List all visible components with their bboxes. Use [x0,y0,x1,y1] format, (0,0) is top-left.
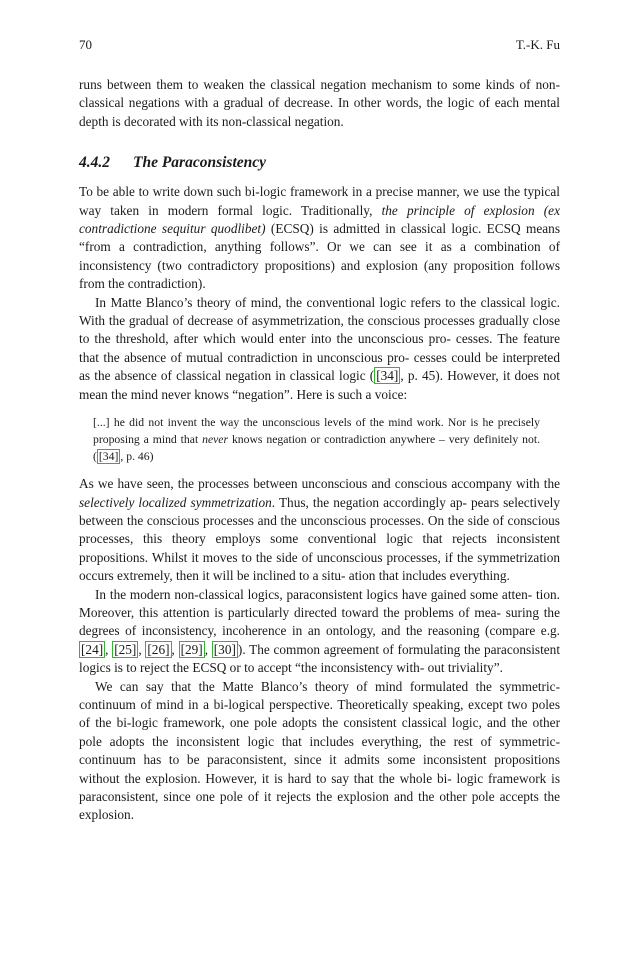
text-run: (ECSQ) is admitted in classical logic. ECSQ means “from a contradiction, anything follows”. Or we can see it as a combination of inconsistency (two contradictory propositions) and explosion (any proposition follows from the contradiction). [79,221,560,292]
text-run: As we have seen, the processes between unconscious and conscious accompany with the [79,476,560,492]
text-run: . Thus, the negation accordingly ap- pears selectively between the conscious processes and the unconscious processes. On the side of conscious processes, this theory employs some conventional logic that rejects inconsistent propositions. Whilst it moves to the side of unconscious processes, if the symmetrization occurs extremely, then it will be inclined to a situ- ation that includes everything. [79,494,560,584]
citation-link-34[interactable]: [34] [376,368,399,384]
paragraph-continued: runs between them to weaken the classical negation mechanism to some kinds of non-classical negations with a gradual of decrease. In other words, the logic of each mental depth is decorated with its non-classical negation. [79,77,560,129]
paragraph-paraconsistent-logics: In the modern non-classical logics, paraconsistent logics have gained some atten- tion. Moreover, this attention is particularly directed toward the problems of mea- suring the degrees of inconsistency, incoherence in an ontology, and the reasoning (compare e.g. [24] , [25] , [26] , [29] , [30] ). The common agreement of formulating the paraconsistent logics is to reject the ECSQ or to accept “the inconsistency with- out triviality”. [79,586,561,676]
paragraph-matte-blanco [79,294,560,404]
citation-link-26[interactable]: [26] [147,641,170,657]
citation-link-29[interactable]: [29] [180,641,203,657]
emphasis-explosion: the principle of explosion (ex contradictione sequitur quodlibet) [79,202,560,237]
section-title: The Paraconsistency [133,154,267,172]
emphasis-symmetrization: selectively localized symmetrization [79,494,272,510]
text-run: [...] he did not invent the way the unconscious levels of the mind work. Nor is he precisely proposing a mind that [93,416,540,447]
page-number: 70 [79,37,92,52]
section-number: 4.4.2 [79,154,110,172]
text-run: , p. 45). However, it does not mean the mind never knows “negation”. Here is such a voice: [79,368,560,402]
section-heading [79,153,560,173]
block-quote [93,414,540,465]
text-run: , p. 46) [120,450,154,464]
text-run: In Matte Blanco’s theory of mind, the conventional logic refers to the classical logic. With the gradual of decrease of asymmetrization, the conscious processes gradually close to the threshold, after which would enter into the unconscious pro- cesses. The feature that the absence of mutual contradiction in unconscious pro- cesses could be interpreted as the absence of classical negation in classical logic ( [79,294,560,384]
text-run: In the modern non-classical logics, paraconsistent logics have gained some atten- tion. Moreover, this attention is particularly directed toward the problems of mea- suring the degrees of inconsistency, incoherence in an ontology, and the reasoning (compare e.g. [79,586,560,639]
paragraph-symmetrization [79,475,560,585]
paragraph-explosion [79,183,560,293]
text-run: To be able to write down such bi-logic framework in a precise manner, we use the typical way taken in modern formal logic. Traditionally, [79,184,560,218]
body-text [79,76,560,825]
citation-link-24[interactable]: [24] [81,641,104,657]
text-run: knows negation or contradiction anywhere – very definitely not. ( [93,433,540,464]
emphasis-never: never [202,433,229,447]
running-author: T.-K. Fu [515,37,560,52]
paragraph-bi-logic: We can say that the Matte Blanco’s theory of mind formulated the symmetric- continuum of mind in a bi-logical perspective. Theoretically speaking, except two poles of the bi-logic framework, one pole adopts the consistent classical logic, and the other pole adopts the inconsistent logic that includes everything, the rest of symmetric-continuum has to be paraconsistent, since it admits some inconsistent propositions without the explosion. However, it is hard to say that the whole bi- logic framework is paraconsistent, since one pole of it rejects the explosion and the other pole accepts the explosion. [79,678,560,823]
text-run: ). The common agreement of formulating the paraconsistent logics is to reject the ECSQ or to accept “the inconsistency with- out triviality”. [79,641,561,676]
citation-link-25[interactable]: [25] [114,641,137,657]
citation-link-34[interactable]: [34] [98,450,119,464]
citation-link-30[interactable]: [30] [213,641,236,657]
